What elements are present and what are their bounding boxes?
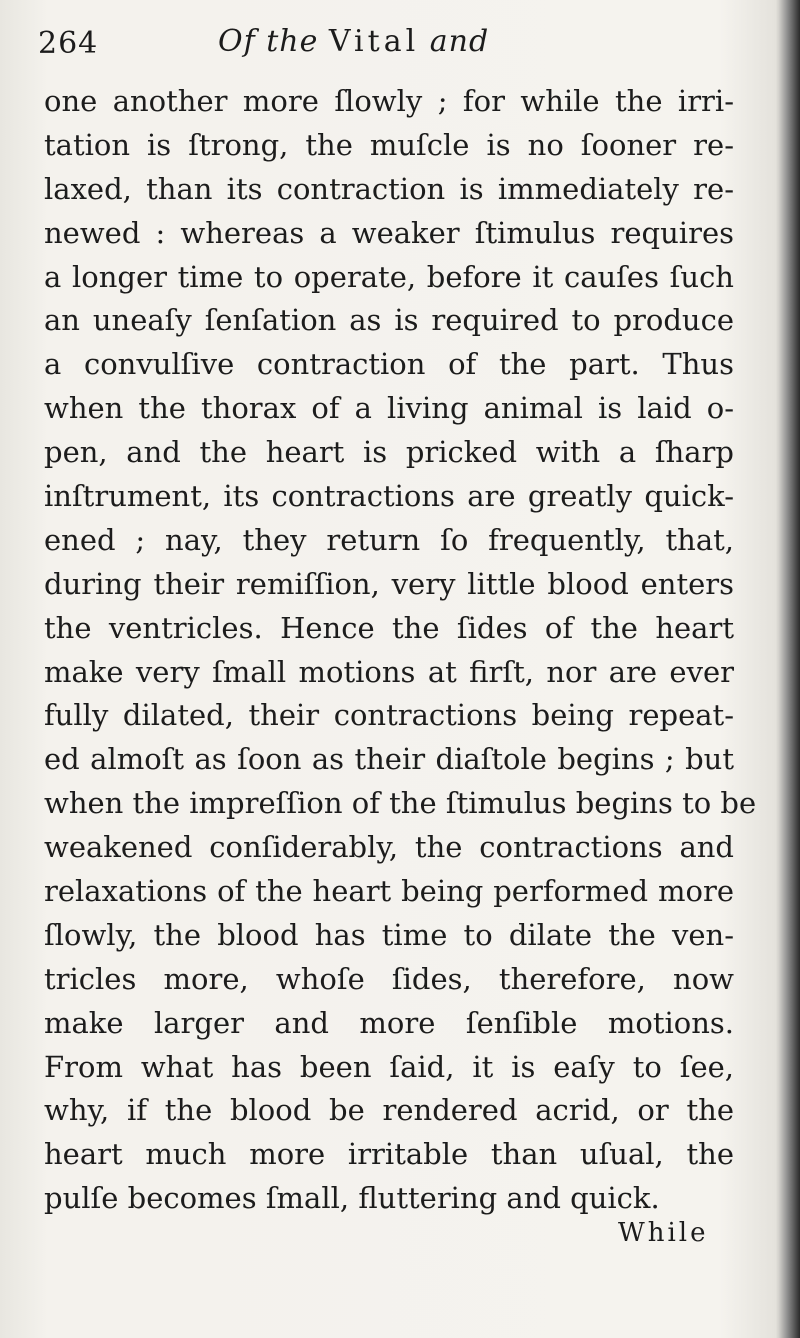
body-text [44,80,757,1221]
text-line: laxed, than its contraction is immediately re- [44,171,734,206]
text-line: inſtrument, its contractions are greatly quick- [44,479,734,514]
text-line: make larger and more ſenſible motions. [44,1005,734,1040]
text-line: fully dilated, their contractions being repeat- [44,698,734,733]
text-line: one another more ſlowly ; for while the irri- [44,84,734,118]
text-line: ſlowly, the blood has time to dilate the ven- [44,917,734,952]
page-header [38,18,738,68]
text-line: heart much more irritable than uſual, the [44,1137,734,1172]
page-number: 264 [38,26,99,61]
running-head-of-the: Of the [218,24,319,59]
catchword: While [618,1218,709,1248]
text-line: tricles more, whoſe ſides, therefore, now [44,961,734,996]
text-line: when the impreſſion of the ſtimulus begins to be [44,786,757,821]
text-line: pulſe becomes ſmall, fluttering and quick. [44,1181,660,1216]
text-line: newed : whereas a weaker ſtimulus requires [44,215,734,250]
text-line: during their remiſſion, very little blood enters [44,566,734,601]
text-line: From what has been ſaid, it is eaſy to ſee, [44,1049,734,1084]
text-line: ed almoſt as ſoon as their diaſtole begins ; but [44,742,734,777]
text-line: make very ſmall motions at firſt, nor are ever [44,654,734,689]
text-line: when the thorax of a living animal is laid o- [44,391,734,426]
running-head-and: and [429,24,490,59]
book-spine-shadow [778,0,800,1338]
text-line: tation is ſtrong, the muſcle is no ſooner re- [44,127,734,162]
text-line: a longer time to operate, before it cauſes ſuch [44,259,734,294]
text-line: weakened conſiderably, the contractions and [44,830,734,865]
text-line: pen, and the heart is pricked with a ſharp [44,435,734,470]
text-line: the ventricles. Hence the ſides of the heart [44,610,734,645]
text-line: relaxations of the heart being performed more [44,874,734,909]
text-line: why, if the blood be rendered acrid, or the [44,1093,734,1128]
running-head [218,24,489,59]
text-line: ened ; nay, they return ſo frequently, that, [44,522,734,557]
running-head-vital: Vital [328,24,420,59]
text-line: an uneaſy ſenſation as is required to produce [44,303,734,338]
text-line: a convulſive contraction of the part. Thus [44,347,734,382]
